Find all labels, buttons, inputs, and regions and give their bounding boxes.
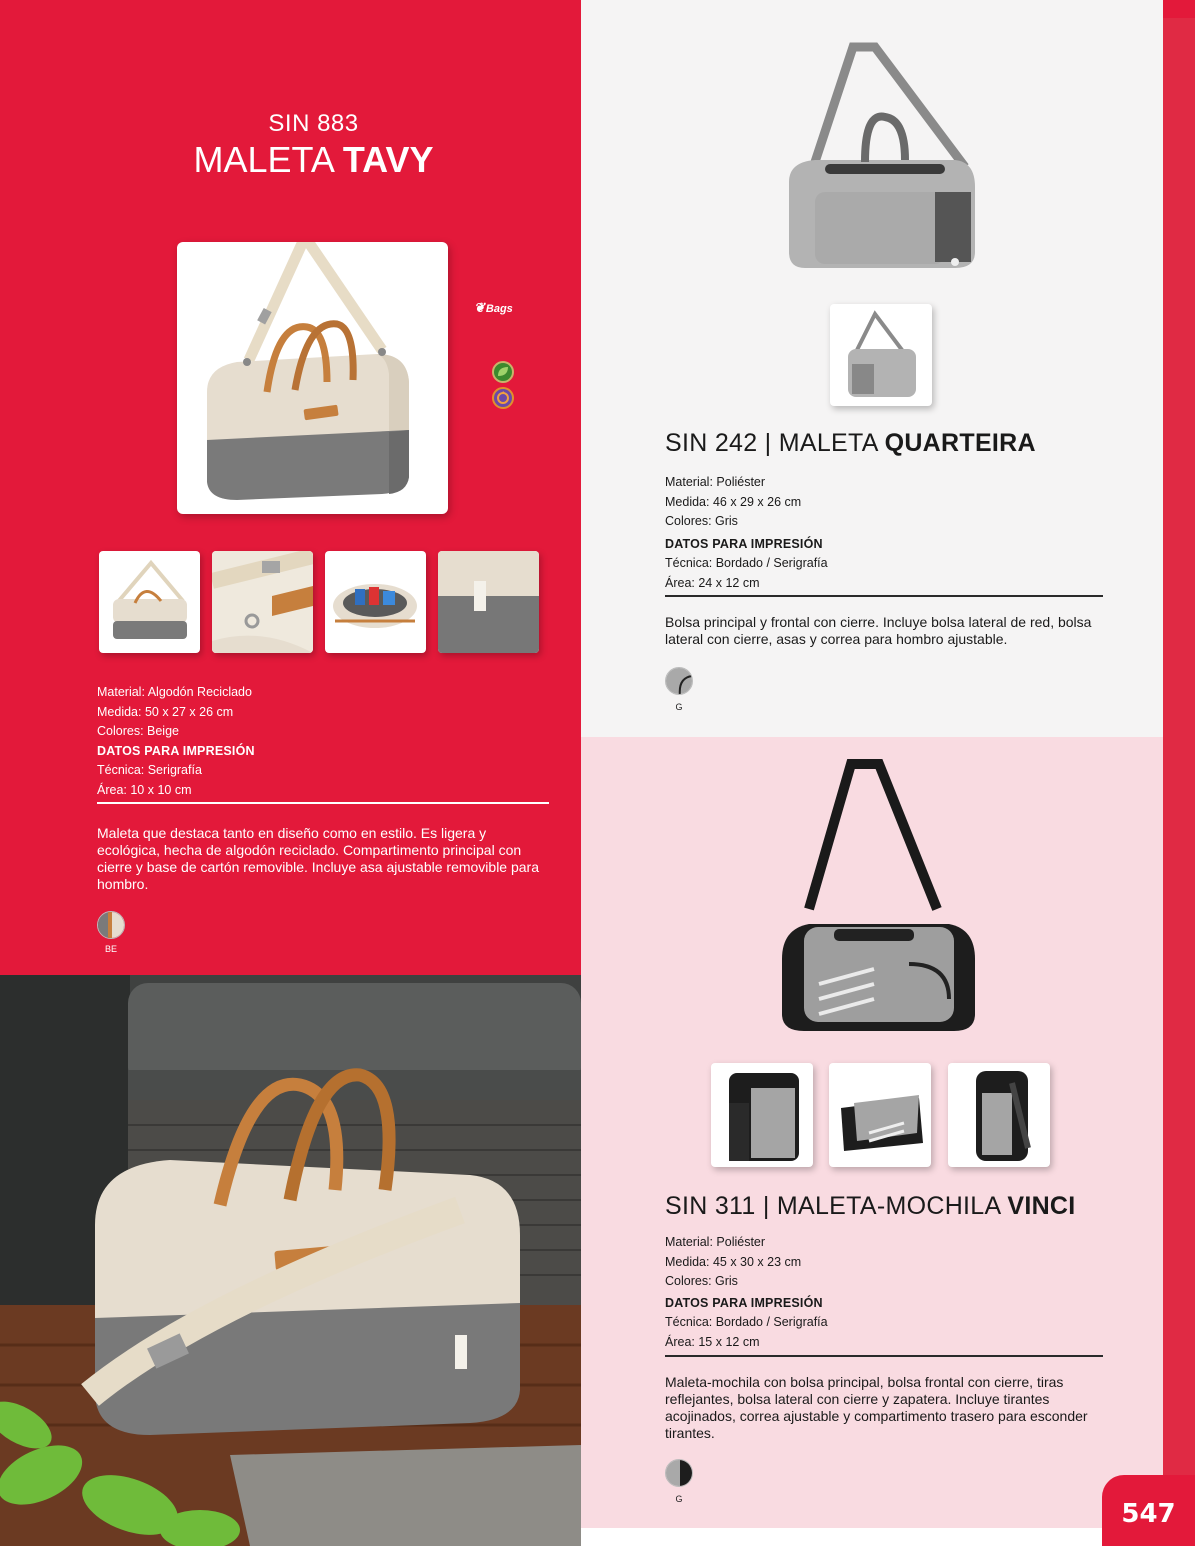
quarteira-color-swatch[interactable] [665, 667, 693, 695]
quarteira-medida: Medida: 46 x 29 x 26 cm [665, 494, 802, 509]
quarteira-tecnica: Técnica: Bordado / Serigrafía [665, 556, 828, 570]
vinci-swatch-label: G [675, 1494, 683, 1504]
quarteira-description: Bolsa principal y frontal con cierre. Incluye bolsa lateral de red, bolsa lateral con cierre, asas y correa para hombro ajustable. [665, 614, 1092, 647]
quarteira-code: SIN 242 [665, 429, 758, 457]
tavy-print-heading: DATOS PARA IMPRESIÓN [97, 743, 255, 758]
bags-brand-logo [474, 300, 513, 316]
quarteira-panel [581, 0, 1163, 737]
tavy-description: Maleta que destaca tanto en diseño como en estilo. Es ligera y ecológica, hecha de algodón reciclado. Compartimento principal con cierre y base de cartón removible. Incluye asa ajustable removible para hombro. [97, 825, 540, 892]
vinci-tecnica: Técnica: Bordado / Serigrafía [665, 1315, 828, 1329]
tavy-title [0, 139, 627, 181]
quarteira-title-bold: QUARTEIRA [884, 429, 1036, 457]
vinci-thumb-illustration-3 [948, 1063, 1050, 1167]
vinci-thumb-backpack-open[interactable] [711, 1063, 813, 1167]
page-edge-shade [1163, 18, 1195, 1546]
tavy-thumb-detail[interactable] [438, 551, 539, 653]
quarteira-specs [665, 473, 1103, 597]
tavy-thumb-front[interactable] [99, 551, 200, 653]
swatch-fill [98, 912, 125, 939]
tavy-color-swatch[interactable] [97, 911, 125, 939]
quarteira-material: Material: Poliéster [665, 475, 766, 489]
vinci-material: Material: Poliéster [665, 1235, 766, 1249]
thumb-detail-illustration [438, 551, 539, 653]
quarteira-bag-illustration [785, 42, 979, 274]
vinci-description: Maleta-mochila con bolsa principal, bolsa frontal con cierre, tiras reflejantes, bolsa lateral con cierre y zapatera. Incluye tirantes acojinados, correa ajustable y compartimento trasero para esconder tirantes. [665, 1374, 1088, 1441]
thumb-strap-illustration [212, 551, 313, 653]
leaf-icon [492, 361, 514, 383]
tavy-panel [0, 0, 581, 975]
quarteira-area: Área: 24 x 12 cm [665, 575, 760, 590]
quarteira-main-image[interactable] [785, 42, 979, 279]
quarteira-thumb-illustration [830, 304, 932, 406]
tavy-thumb-open[interactable] [325, 551, 426, 653]
quarteira-title-prefix: MALETA [778, 429, 885, 457]
tavy-specs [97, 683, 549, 804]
vinci-medida: Medida: 45 x 30 x 23 cm [665, 1254, 802, 1269]
vinci-title [665, 1192, 1076, 1221]
vinci-panel [581, 737, 1163, 1528]
vinci-print-heading: DATOS PARA IMPRESIÓN [665, 1295, 823, 1310]
lifestyle-illustration [0, 975, 581, 1546]
sprout-icon: ❦ [474, 300, 485, 315]
vinci-color-swatch[interactable] [665, 1459, 693, 1487]
tavy-code: SIN 883 [268, 110, 359, 137]
thumb-bag-illustration [99, 551, 200, 653]
quarteira-thumb[interactable] [830, 304, 932, 406]
vinci-main-image[interactable] [779, 759, 977, 1040]
tavy-area: Área: 10 x 10 cm [97, 782, 192, 797]
tavy-material: Material: Algodón Reciclado [97, 685, 252, 699]
page-number: 547 [1102, 1475, 1195, 1546]
tavy-colores: Colores: Beige [97, 724, 179, 738]
tavy-title-prefix: MALETA [193, 139, 343, 180]
swatch-fill [666, 668, 693, 695]
tavy-tecnica: Técnica: Serigrafía [97, 763, 202, 777]
vinci-area: Área: 15 x 12 cm [665, 1334, 760, 1349]
vinci-thumb-illustration-1 [711, 1063, 813, 1167]
vinci-thumb-side[interactable] [829, 1063, 931, 1167]
vinci-thumb-illustration-2 [829, 1063, 931, 1167]
page-edge-strip [1163, 0, 1195, 1546]
recycle-icon [492, 387, 514, 409]
vinci-colores: Colores: Gris [665, 1274, 738, 1288]
tavy-bag-illustration [177, 242, 448, 514]
brand-name: Bags [485, 303, 513, 315]
tavy-title-bold: TAVY [342, 139, 434, 180]
tavy-swatch-label: BE [104, 944, 117, 954]
tavy-lifestyle-photo [0, 975, 581, 1546]
quarteira-colores: Colores: Gris [665, 514, 738, 528]
vinci-thumb-backpack[interactable] [948, 1063, 1050, 1167]
tavy-main-image[interactable] [177, 242, 448, 514]
vinci-bag-illustration [779, 759, 977, 1035]
title-separator: | [755, 1192, 777, 1220]
tavy-medida: Medida: 50 x 27 x 26 cm [97, 704, 234, 719]
quarteira-print-heading: DATOS PARA IMPRESIÓN [665, 536, 823, 551]
vinci-specs [665, 1233, 1103, 1357]
quarteira-swatch-label: G [675, 702, 683, 712]
quarteira-title [665, 429, 1036, 458]
vinci-title-prefix: MALETA-MOCHILA [776, 1192, 1008, 1220]
thumb-open-illustration [325, 551, 426, 653]
title-separator: | [757, 429, 779, 457]
vinci-code: SIN 311 [665, 1192, 756, 1220]
swatch-fill [666, 1460, 693, 1487]
vinci-title-bold: VINCI [1007, 1192, 1076, 1220]
tavy-thumb-strap[interactable] [212, 551, 313, 653]
